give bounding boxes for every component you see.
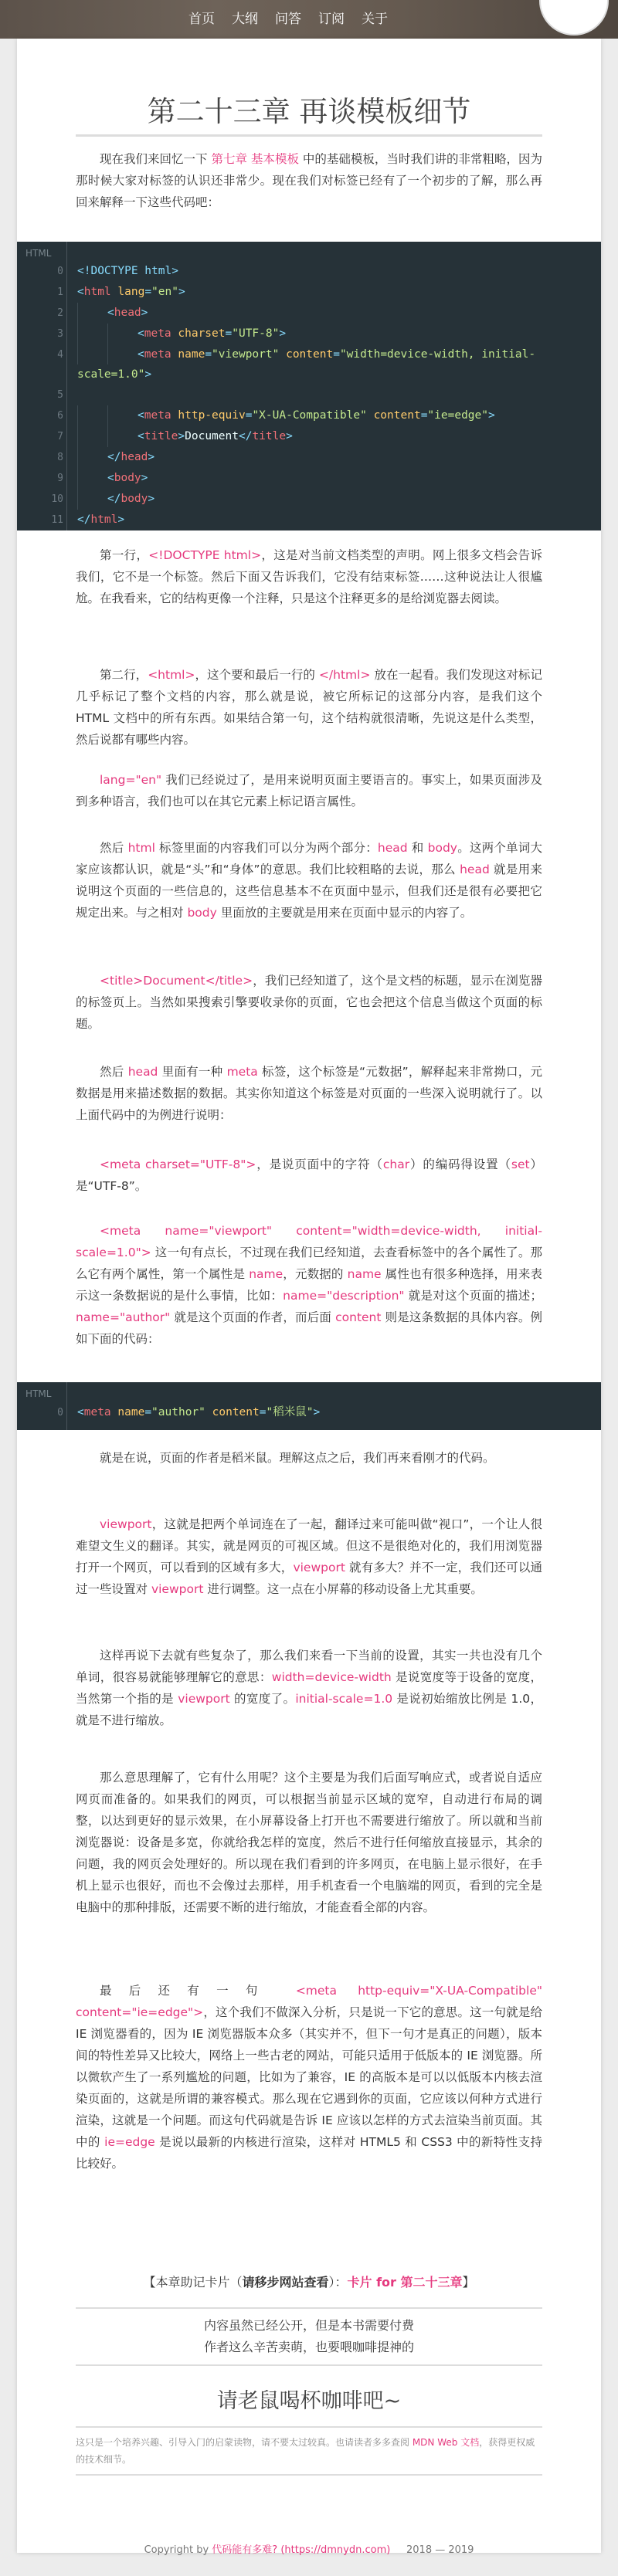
text: 的宽度了。: [229, 1692, 296, 1706]
inline-code: <html>: [148, 668, 195, 682]
text: 标签，这个标签是“元数据”，解释起来非常拗口，元数据是用来描述数据的数据。其实你知道这个标签是对页面的一些深入说明就行了。以上面代码中的为例进行说明：: [76, 1065, 542, 1122]
text: ，这个我们不做深入分析，只是说一下它的意思。这一句就是给 IE 浏览器看的，因为 IE 浏览器版本众多（其实并不，但下一句才是真正的问题），版本间的特性差异又比较大，网络上一些古老的网站，可能只适用于低版本的 IE 浏览器。所以微软产生了一系列尴尬的问题，比如为了兼容，IE 的高版本是可以以低版本内核去渲染页面的，这就是所谓的兼容模式。那么现在它遇到你的页面，它应该以何种方式进行渲染，这就是一个问题。而这句代码就是告诉 IE 应该以怎样的方式去渲染当前页面。其中的: [76, 2005, 542, 2149]
page-title: 第二十三章 再谈模板细节: [147, 95, 471, 128]
html-tag-paragraph: [76, 664, 542, 751]
paid-notice-line-1: 内容虽然已经公开，但是本书需要付费: [203, 2318, 414, 2333]
code-line: 5: [57, 389, 63, 401]
text: 里面放的主要就是用来在页面中显示的内容了。: [216, 906, 473, 920]
text: 】: [462, 2275, 475, 2290]
inline-code: head: [127, 1065, 158, 1079]
site-footer: [0, 2541, 618, 2556]
copyright-label: Copyright by: [144, 2544, 212, 2556]
viewport-meaning-paragraph: [76, 1513, 542, 1600]
inline-code: name: [249, 1267, 284, 1281]
main-nav: [180, 0, 396, 39]
text: ，元数据的: [283, 1267, 348, 1281]
text: 标签里面的内容我们可以分为两个部分：: [154, 841, 378, 855]
doctype-paragraph: [76, 544, 542, 609]
text: 放在一起看。我们发现这对标记几乎标记了整个文档的内容，那么就是说，被它所标记的这部分内容，是我们这个 HTML 文档中的所有东西。如果结合第一句，这个结构就很清晰，先说这是什么类型，然后说都有哪些内容。: [76, 668, 542, 747]
inline-code: name="author": [76, 1310, 171, 1324]
paid-notice-line-2: 作者这么辛苦卖萌，也要喂咖啡提神的: [203, 2340, 414, 2354]
code-block-template: [17, 242, 601, 530]
inline-code: html: [127, 841, 155, 855]
text: 第一行，: [100, 548, 149, 562]
inline-code: <!DOCTYPE html>: [148, 548, 262, 562]
inline-code: name="description": [283, 1289, 405, 1303]
text: 。这两个单词大家应该都认识，就是“头”和“身体”的意思。我们比较粗略的去说，那么: [76, 841, 542, 876]
code-line: 10 </body>: [17, 489, 601, 510]
text: 最后还有一句: [100, 1984, 296, 1998]
code-block-author: [17, 1382, 601, 1430]
inline-code: set: [511, 1158, 530, 1171]
text: 然后: [100, 1065, 128, 1079]
inline-code: <meta http-equiv="X-UA-Compatible" content="ie=edge">: [76, 1984, 542, 2019]
inline-code: <title>Document</title>: [100, 974, 253, 988]
code-line: 3 <meta charset="UTF-8">: [17, 324, 601, 344]
divider: [76, 2426, 542, 2428]
intro-paragraph: [76, 148, 542, 213]
divider: [76, 2307, 542, 2309]
text: 我们已经说过了，是用来说明页面主要语言的。事实上，如果页面涉及到多种语言，我们也可以在其它元素上标记语言属性。: [76, 773, 542, 808]
head-body-paragraph: [76, 837, 542, 924]
text: 属性也有很多种选择，用来表示这一条数据说的是什么事情，比如：: [76, 1267, 542, 1303]
inline-code: ie=edge: [104, 2135, 155, 2149]
memory-card-link[interactable]: 卡片 for 第二十三章: [347, 2275, 463, 2290]
text: ）是“UTF-8”。: [76, 1158, 542, 1193]
card-bold-text: 请移步网站查看: [242, 2275, 329, 2290]
copyright-years: 2018 — 2019: [406, 2544, 474, 2556]
disclaimer-note: [76, 2434, 542, 2468]
code-text: <!DOCTYPE html>: [77, 265, 178, 277]
viewport-paragraph: [76, 1220, 542, 1350]
code-line: 0 <!DOCTYPE html>: [57, 265, 178, 277]
inline-code: meta: [226, 1065, 258, 1079]
text: 这只是一个培养兴趣、引导入门的启蒙读物，请不要太过较真。也请读者多多查阅: [76, 2437, 413, 2448]
title-divider: [76, 134, 542, 137]
inline-code: width=device-width: [271, 1670, 392, 1684]
code-language-label: HTML: [25, 1388, 52, 1399]
top-nav-bar: [0, 0, 618, 39]
text: 就是这个页面的作者，而后面: [170, 1310, 336, 1324]
code-line: 8 </head>: [17, 447, 601, 468]
site-name-link[interactable]: 代码能有多难?: [212, 2544, 278, 2556]
text: 现在我们来回忆一下: [100, 152, 212, 166]
text: ，我们已经知道了，这个是文档的标题，显示在浏览器的标签页上。当然如果搜索引擎要收录你的页面，它也会把这个信息当做这个页面的标题。: [76, 974, 542, 1031]
viewport-settings-paragraph: [76, 1645, 542, 1731]
nav-item-outline[interactable]: 大纲: [232, 12, 258, 27]
inline-code: lang="en": [100, 773, 162, 787]
inline-code: viewport: [178, 1692, 230, 1706]
text: 然后: [100, 841, 128, 855]
text: 是说初始缩放比例是 1.0，就是不进行缩放。: [76, 1692, 542, 1727]
text: 中的基础模板，当时我们讲的非常粗略，因为那时候大家对标签的认识还非常少。现在我们对标签已经有了一个初步的了解，那么再回来解释一下这些代码吧：: [76, 152, 542, 209]
inline-code: content: [335, 1310, 382, 1324]
code-line: 0 <meta name="author" content="稻米鼠">: [57, 1406, 321, 1418]
charset-paragraph: [76, 1154, 542, 1197]
inline-code: viewport: [100, 1517, 152, 1531]
text: 和: [407, 841, 428, 855]
meta-intro-paragraph: [76, 1061, 542, 1126]
text: 就有多大？并不一定，我们还可以通过一些设置对: [76, 1561, 542, 1596]
code-line: 9 <body>: [17, 468, 601, 489]
text: ，获得更权威的技术细节。: [76, 2437, 535, 2465]
inline-code: </html>: [318, 668, 371, 682]
article-page: [17, 39, 601, 2553]
inline-code: viewport: [151, 1582, 204, 1596]
lang-paragraph: [76, 769, 542, 812]
text: 是说以最新的内核进行渲染，这样对 HTML5 和 CSS3 中的新特性支持比较好。: [76, 2135, 542, 2171]
buy-coffee-link[interactable]: 请老鼠喝杯咖啡吧~: [216, 2389, 402, 2413]
chapter-seven-link[interactable]: 第七章 基本模板: [211, 152, 299, 166]
text: ）的编码得设置（: [409, 1158, 511, 1171]
code-language-label: HTML: [25, 248, 52, 259]
inline-code: body: [427, 841, 457, 855]
text: 就是用来说明这个页面的一些信息的，这些信息基本不在页面中显示，但我们还是很有必要把它规定出来。与之相对: [76, 863, 542, 920]
inline-code: <meta charset="UTF-8">: [100, 1158, 256, 1171]
inline-code: viewport: [293, 1561, 345, 1574]
text: 是说宽度等于设备的宽度，当然第一个指的是: [76, 1670, 542, 1706]
site-url-link[interactable]: (https://dmnydn.com): [280, 2544, 391, 2556]
code-line: 11 </html>: [51, 514, 125, 526]
divider: [76, 2474, 542, 2476]
nav-item-qa[interactable]: 问答: [275, 12, 301, 27]
memory-card-note: [76, 2272, 542, 2293]
title-tag-paragraph: [76, 970, 542, 1035]
text: ，是说页面中的字符（: [256, 1158, 383, 1171]
text: 这一句有点长，不过现在我们已经知道，去查看标签中的各个属性了。那么它有两个属性，第一个属性是: [76, 1246, 542, 1281]
text: ，这是对当前文档类型的声明。网上很多文档会告诉我们，它不是一个标签。然后下面又告诉我们，它没有结束标签……这种说法让人很尴尬。在我看来，它的结构更像一个注释，只是这个注释更多的是给浏览器去阅读。: [76, 548, 542, 605]
mdn-docs-link[interactable]: MDN Web 文档: [412, 2437, 480, 2448]
inline-code: head: [377, 841, 408, 855]
text: ）：: [328, 2275, 348, 2290]
text: 那么意思理解了，它有什么用呢？这个主要是为我们后面写响应式，或者说自适应网页而准备的。如果我们的网页，可以根据当前显示区域的宽窄，自动进行布局的调整，以达到更好的显示效果，在小屏幕设备上打开也不需要进行缩放了。所以就和当前浏览器说：设备是多宽，你就给我怎样的宽度，然后不进行任何缩放直接显示，其余的问题，我的网页会处理好的。所以现在我们看到的许多网页，在电脑上显示很好，在手机上显示也很好，而也不会像过去那样，用手机查看一个电脑端的网页，看到的完全是电脑中的那种排版，还需要不断的进行缩放，才能查看全部的内容。: [76, 1771, 542, 1914]
inline-code: body: [187, 906, 217, 920]
text: 这样再说下去就有些复杂了，那么我们来看一下当前的设置，其实一共也没有几个单词，很容易就能够理解它的意思：: [76, 1649, 542, 1684]
nav-item-subscribe[interactable]: 订阅: [318, 12, 345, 27]
text: 就是对这个页面的描述；: [404, 1289, 542, 1303]
text: ，这就是把两个单词连在了一起，翻译过来可能叫做“视口”，一个让人很难望文生义的翻译。其实，就是网页的可视区域。但这不是很绝对化的，我们用浏览器打开一个网页，可以看到的区域有多大，: [76, 1517, 542, 1574]
code-line: 4 <meta name="viewport" content="width=device-width, initial-scale=1.0">: [17, 344, 601, 385]
code-line: 2 <head>: [17, 303, 601, 324]
text: 里面有一种: [158, 1065, 227, 1079]
text: ，这个要和最后一行的: [195, 668, 319, 682]
text: 则是这条数据的具体内容。例如下面的代码：: [76, 1310, 542, 1346]
code-line: 1 <html lang="en">: [57, 286, 185, 298]
inline-code: <meta name="viewport" content="width=device-width, initial-scale=1.0">: [76, 1224, 542, 1259]
inline-code: head: [460, 863, 490, 876]
avatar[interactable]: [539, 0, 609, 36]
nav-item-about[interactable]: 关于: [362, 12, 388, 27]
inline-code: initial-scale=1.0: [295, 1692, 393, 1706]
author-paragraph: [76, 1447, 542, 1469]
responsive-paragraph: [76, 1767, 542, 1918]
text: 【本章助记卡片（: [143, 2275, 243, 2290]
inline-code: name: [347, 1267, 382, 1281]
code-line: 7 <title>Document</title>: [17, 426, 601, 447]
text: 就是在说，页面的作者是稻米鼠。理解这点之后，我们再来看刚才的代码。: [100, 1451, 495, 1465]
divider: [76, 2364, 542, 2366]
inline-code: char: [382, 1158, 410, 1171]
text: 第二行，: [100, 668, 148, 682]
code-line: 6 <meta http-equiv="X-UA-Compatible" content="ie=edge">: [17, 405, 601, 426]
text: 进行调整。这一点在小屏幕的移动设备上尤其重要。: [203, 1582, 483, 1596]
ie-compat-paragraph: [76, 1980, 542, 2174]
nav-item-home[interactable]: 首页: [188, 12, 215, 27]
